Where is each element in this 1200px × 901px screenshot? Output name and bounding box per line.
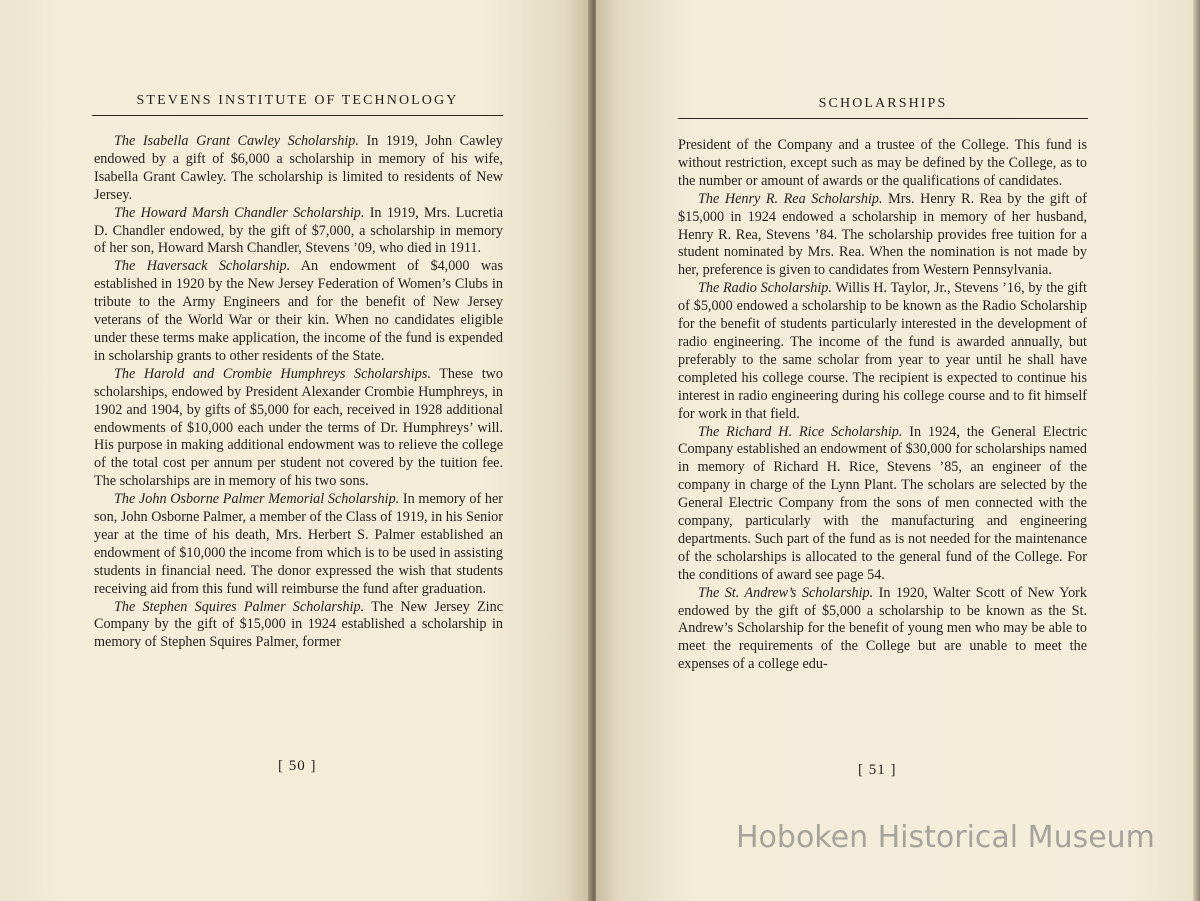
left-running-head: STEVENS INSTITUTE OF TECHNOLOGY — [136, 93, 459, 108]
scholarship-paragraph — [94, 366, 503, 491]
scholarship-body: In 1919, John Cawley endowed by a gift of $6,000 a scholarship in memory of his wife, Isabella Grant Cawley. The scholarship is limited to residents of New Jersey. — [94, 133, 503, 203]
scholarship-body: In memory of her son, John Osborne Palmer, a member of the Class of 1919, in his Senior year at the time of his death, Mrs. Herbert S. Palmer established an endowment of $10,000 the income from which is to be used in assisting students in financial need. The donor expressed the wish that students receiving aid from this fund will reimburse the fund after graduation. — [94, 491, 503, 597]
scholarship-title: The Radio Scholarship. — [698, 280, 832, 297]
continuation-paragraph: President of the Company and a trustee of the College. This fund is without restriction, except such as may be defined by the College, as to the number or amount of awards or the qualifications of candidates. — [678, 137, 1087, 189]
scholarship-title: The Harold and Crombie Humphreys Scholarships. — [114, 365, 431, 382]
scholarship-paragraph — [94, 491, 503, 598]
scholarship-title: The Richard H. Rice Scholarship. — [698, 423, 903, 440]
museum-watermark: Hoboken Historical Museum — [736, 820, 1155, 855]
scholarship-body: In 1924, the General Electric Company established an endowment of $30,000 for scholarships named in memory of Richard H. Rice, Stevens ’85, an engineer of the company in charge of the Lynn Plant. The scholars are selected by the General Electric Company from the sons of men connected with the company, particularly with the manufacturing and engineering departments. Such part of the fund as is not needed for the maintenance of the scholarships is allocated to the general fund of the College. For the conditions of award see page 54. — [678, 423, 1087, 583]
scholarship-body: An endowment of $4,000 was established in 1920 by the New Jersey Federation of Women’s Clubs in tribute to the Army Engineers and for the benefit of New Jersey veterans of the World War or their kin. When no candidates eligible under these terms make application, the income of the fund is expended in scholarship grants to other residents of the State. — [94, 258, 503, 364]
scholarship-body: The New Jersey Zinc Company by the gift of $15,000 in 1924 established a scholarship in memory of Stephen Squires Palmer, former — [94, 598, 503, 651]
right-page — [596, 0, 1193, 901]
scholarship-body: In 1920, Walter Scott of New York endowed by the gift of $5,000 a scholarship to be known as the St. Andrew’s Scholarship for the benefit of young men who may be able to meet the requirements of the College but are unable to meet the expenses of a college edu- — [678, 584, 1088, 673]
left-text-block — [94, 133, 503, 652]
scholarship-title: The Haversack Scholarship. — [114, 258, 291, 275]
left-header-rule — [92, 115, 503, 116]
right-header-rule — [678, 118, 1088, 119]
scholarship-paragraph — [94, 599, 503, 653]
scholarship-paragraph — [94, 133, 503, 205]
scholarship-paragraph — [94, 258, 503, 365]
scholarship-body: Willis H. Taylor, Jr., Stevens ’16, by the gift of $5,000 endowed a scholarship to be known as the Radio Scholarship for the benefit of students particularly interested in the development of radio engineering. The income of the fund is awarded annually, but preferably to the same scholar from year to year until he shall have completed his college course. The recipient is expected to continue his interest in radio engineering during his college course and to fit himself for work in that field. — [678, 280, 1087, 422]
scholarship-title: The Stephen Squires Palmer Scholarship. — [114, 598, 365, 615]
scholarship-body: Mrs. Henry R. Rea by the gift of $15,000 in 1924 endowed a scholarship in memory of her husband, Henry R. Rea, Stevens ’84. The scholarship provides free tuition for a student nominated by Mrs. Rea. When the nomination is not made by her, preference is given to candidates from Western Pennsylvania. — [678, 190, 1087, 279]
scholarship-body: These two scholarships, endowed by President Alexander Crombie Humphreys, in 1902 and 1904, by gifts of $5,000 for each, received in 1928 additional endowments of $10,000 each under the terms of Dr. Humphreys’ will. His purpose in making additional endowment was to relieve the college of the total cost per annum per student not covered by the tuition fee. The scholarships are in memory of his two sons. — [94, 365, 503, 490]
scholarship-paragraph — [678, 280, 1087, 423]
left-page-number: [ 50 ] — [278, 758, 317, 774]
scholarship-title: The John Osborne Palmer Memorial Scholarship. — [114, 491, 400, 508]
right-running-head: SCHOLARSHIPS — [818, 96, 948, 111]
right-text-block — [678, 137, 1087, 674]
scholarship-paragraph — [678, 191, 1087, 281]
scholarship-body: In 1919, Mrs. Lucretia D. Chandler endowed, by the gift of $7,000, a scholarship in memory of her son, Howard Marsh Chandler, Stevens ’09, who died in 1911. — [94, 204, 503, 257]
scholarship-paragraph — [94, 205, 503, 259]
scholarship-title: The Isabella Grant Cawley Scholarship. — [114, 133, 359, 149]
right-page-number: [ 51 ] — [858, 762, 897, 778]
scholarship-title: The Henry R. Rea Scholarship. — [698, 190, 883, 207]
left-page — [0, 0, 590, 901]
scholarship-title: The Howard Marsh Chandler Scholarship. — [114, 204, 365, 221]
scholarship-paragraph — [678, 424, 1087, 585]
page-edge — [1193, 0, 1200, 901]
scholarship-paragraph — [678, 585, 1087, 675]
scholarship-title: The St. Andrew’s Scholarship. — [698, 584, 874, 601]
